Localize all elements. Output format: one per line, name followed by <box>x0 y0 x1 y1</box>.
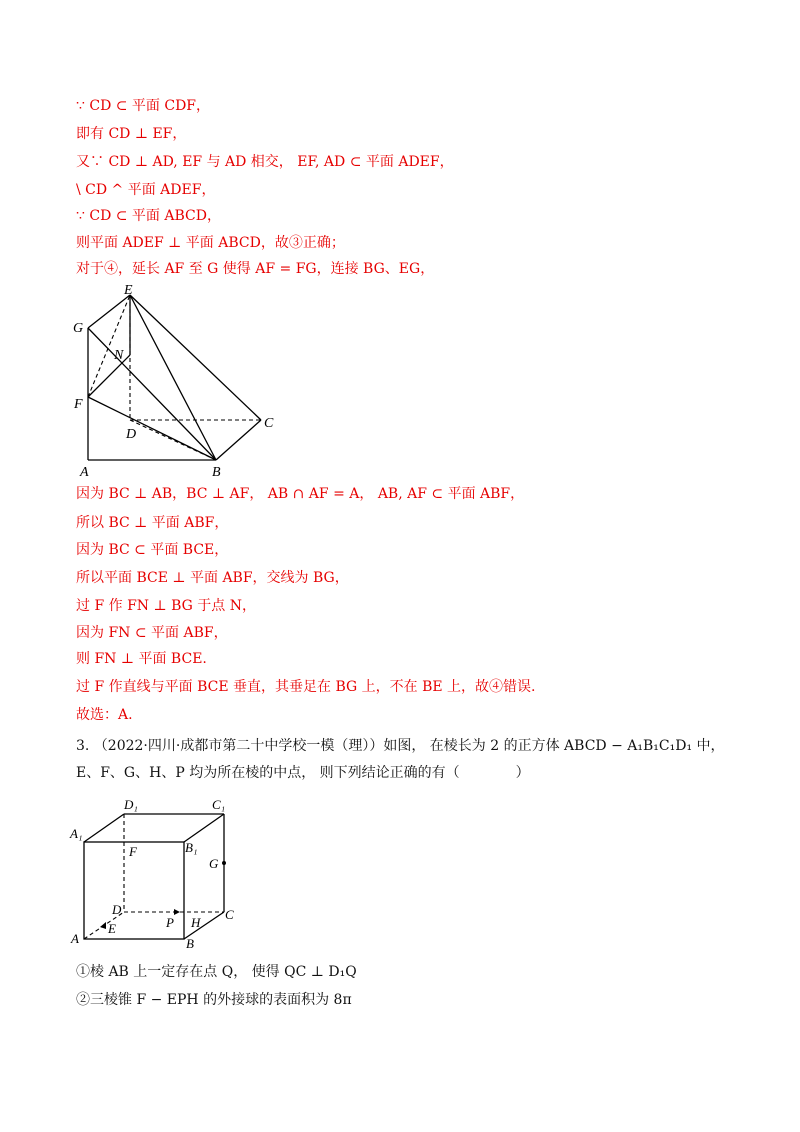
proof-line-12: 过 F 作 FN ⊥ BG 于点 N， <box>76 598 256 614</box>
proof-line-8: 因为 BC ⊥ AB，BC ⊥ AF， AB ∩ AF = A， AB, AF ⊂ 平面 ABF， <box>76 486 525 502</box>
proof-line-4: \ CD ^ 平面 ADEF， <box>76 182 216 198</box>
label-B1: B₁ <box>185 840 198 855</box>
proof-line-10: 因为 BC ⊂ 平面 BCE， <box>76 542 229 558</box>
label-E: E <box>108 921 116 936</box>
proof-line-2: 即有 CD ⊥ EF， <box>76 126 187 142</box>
proof-line-11: 所以平面 BCE ⊥ 平面 ABF，交线为 BG， <box>76 570 349 586</box>
label-D: D <box>112 902 122 917</box>
label-D: D <box>126 427 137 442</box>
proof-line-14: 则 FN ⊥ 平面 BCE. <box>76 651 207 667</box>
proof-line-3: 又∵ CD ⊥ AD, EF 与 AD 相交， EF, AD ⊂ 平面 ADEF， <box>76 154 454 170</box>
label-B: B <box>212 465 221 480</box>
label-H: H <box>191 915 201 930</box>
label-C: C <box>225 907 234 922</box>
label-P: P <box>166 915 174 930</box>
proof-line-5: ∵ CD ⊂ 平面 ABCD， <box>76 208 221 224</box>
label-C1: C₁ <box>212 797 226 812</box>
label-D1: D₁ <box>124 797 138 812</box>
label-G: G <box>209 856 219 871</box>
label-E: E <box>124 283 133 298</box>
question-line-2: E、F、G、H、P 均为所在棱的中点， 则下列结论正确的有（ ） <box>76 765 530 781</box>
figure-2-svg <box>62 792 252 952</box>
option-1: ①棱 AB 上一定存在点 Q， 使得 QC ⊥ D₁Q <box>76 964 357 980</box>
answer-line: 故选：A. <box>76 707 133 723</box>
label-C: C <box>264 416 274 431</box>
proof-line-6: 则平面 ADEF ⊥ 平面 ABCD，故③正确； <box>76 235 345 251</box>
label-G: G <box>73 321 84 336</box>
geometry-figure-1 <box>66 280 296 484</box>
figure-1-svg <box>66 280 296 480</box>
proof-line-7: 对于④，延长 AF 至 G 使得 AF = FG，连接 BG、EG， <box>76 261 435 277</box>
proof-line-13: 因为 FN ⊂ 平面 ABF， <box>76 625 228 641</box>
label-F: F <box>74 397 83 412</box>
label-A1: A₁ <box>70 826 83 841</box>
proof-line-15: 过 F 作直线与平面 BCE 垂直，其垂足在 BG 上，不在 BE 上，故④错误. <box>76 679 536 695</box>
label-N: N <box>114 348 124 363</box>
option-2: ②三棱锥 F − EPH 的外接球的表面积为 8π <box>76 992 352 1008</box>
proof-line-1: ∵ CD ⊂ 平面 CDF， <box>76 98 211 114</box>
label-F: F <box>129 844 137 859</box>
question-line-1: 3. （2022·四川·成都市第二十中学校一模（理））如图， 在棱长为 2 的正方体 ABCD − A₁B₁C₁D₁ 中， <box>76 738 725 754</box>
proof-line-9: 所以 BC ⊥ 平面 ABF， <box>76 515 229 531</box>
label-B: B <box>186 936 194 951</box>
label-A: A <box>71 931 79 946</box>
label-A: A <box>80 465 89 480</box>
cube-figure <box>62 792 252 956</box>
